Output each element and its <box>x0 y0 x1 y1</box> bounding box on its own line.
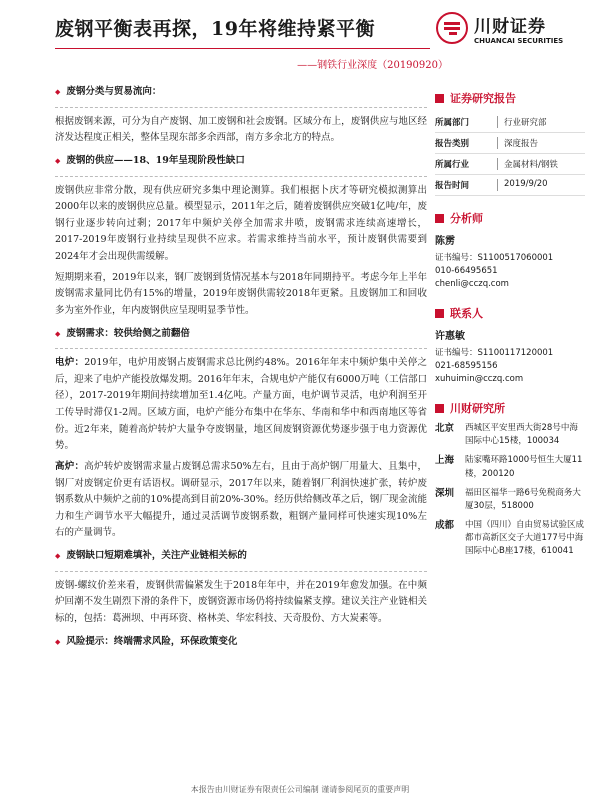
diamond-bullet-icon: ◆ <box>55 156 61 166</box>
main-content <box>55 78 427 653</box>
paragraph: 废钢供应非常分散，现有供应研究多集中理论测算。我们根据卜庆才等研究模拟测算出2000年以来的废钢供应总量。模型显示，2011年之后，随着废钢供应突破1亿吨/年，废钢行业逐步转向过剩；2017年中频炉关停全加需求井喷，废钢需求连续高速增长，2017-2019年废钢行业持续呈现供不应求。若需求维持当前水平，预计废钢供需要到2024年才会出现供需缓解。 <box>55 184 427 262</box>
section-title: ◆ 废钢需求：较供给侧之前翻倍 <box>55 327 190 339</box>
logo-mark-icon <box>436 12 468 44</box>
analyst-cert: 证书编号：S1100517060001 <box>435 252 554 263</box>
contact-email[interactable]: xuhuimin@cczq.com <box>435 373 524 384</box>
diamond-bullet-icon: ◆ <box>55 87 61 97</box>
analyst-email[interactable]: chenli@cczq.com <box>435 278 509 289</box>
contact-cert: 证书编号：S1100117120001 <box>435 347 554 358</box>
analyst-heading: 分析师 <box>435 210 585 226</box>
meta-row: 报告时间 2019/9/20 <box>435 175 585 196</box>
diamond-bullet-icon: ◆ <box>55 551 61 561</box>
paragraph: 废钢-螺纹价差来看，废钢供需偏紧发生于2018年年中，并在2019年愈发加强。在中频炉回潮不发生剧烈下滑的条件下，废钢资源市场仍将持续偏紧支撑。建议关注产业链相关标的，包括：葛洲坝、中再环资、格林美、华宏科技、天奇股份、方大炭素等。 <box>55 579 427 624</box>
square-bullet-icon <box>435 309 444 318</box>
diamond-bullet-icon: ◆ <box>55 328 61 338</box>
meta-row: 报告类别 深度报告 <box>435 133 585 154</box>
address-shanghai: 上海 陆家嘴环路1000号恒生大厦11楼，200120 <box>435 455 583 479</box>
header-rule <box>55 48 430 49</box>
sidebar <box>435 90 585 559</box>
contact-heading: 联系人 <box>435 305 585 321</box>
section-title: ◆ 废钢缺口短期难填补，关注产业链相关标的 <box>55 550 247 561</box>
analyst-phone: 010-66495651 <box>435 265 498 276</box>
address-chengdu: 成都 中国（四川）自由贸易试验区成都市高新区交子大道177号中海国际中心B座17楼，610041 <box>435 520 585 557</box>
logo-name-cn: 川财证券 <box>474 16 546 37</box>
section-title: ◆ 废钢的供应——18、19年呈现阶段性缺口 <box>55 154 245 166</box>
section-3 <box>55 326 427 543</box>
paragraph: 电炉：2019年，电炉用废钢占废钢需求总比例约48%。2016年年末中频炉集中关停之后，迎来了电炉产能投放爆发期。2016年年末，合规电炉产能仅有6000万吨（工信部口径），2017-2019年期间持续增加至1.4亿吨。产量方面，电炉调节灵活，电炉利润至开工传导时滞仅1-2周。区域方面，电炉产能分布集中在华东、华南和华中和西南地区等省份。近2年来，随着高炉转炉大量争夺废钢量，地区间废钢资源优势逐步强于电力资源优势。 <box>55 357 427 452</box>
report-heading: 证券研究报告 <box>435 90 585 106</box>
diamond-bullet-icon: ◆ <box>55 636 61 646</box>
section-5 <box>55 634 427 651</box>
paragraph: 高炉：高炉转炉废钢需求量占废钢总需求50%左右，且由于高炉钢厂用量大、且集中，钢厂对废钢定价更有话语权。调研显示，2017年以来，随着钢厂利润快速扩张，转炉废钢系数从中频炉之前的10%提高到目前20%-30%。经历供给侧改革之后，钢厂现金流能力和生产调节水平大幅提升，通过灵活调节废钢系数，粗钢产量同样可快速实现10%左右的产量调节。 <box>55 460 427 539</box>
page-subtitle: ——钢铁行业深度（20190920） <box>297 60 448 71</box>
square-bullet-icon <box>435 404 444 413</box>
section-title: ◆ 风险提示：终端需求风险，环保政策变化 <box>55 635 238 647</box>
meta-row: 所属行业 金属材料/钢铁 <box>435 154 585 175</box>
address-shenzhen: 深圳 福田区福华一路6号免税商务大厦30层，518000 <box>435 487 581 511</box>
logo-name-en: CHUANCAI SECURITIES <box>474 36 564 45</box>
section-2 <box>55 153 427 320</box>
analyst-name: 陈雳 <box>435 236 455 247</box>
square-bullet-icon <box>435 214 444 223</box>
contact-phone: 021-68595156 <box>435 360 498 371</box>
section-4 <box>55 548 427 628</box>
section-1 <box>55 84 427 147</box>
company-logo <box>436 10 586 46</box>
address-beijing: 北京 西城区平安里西大街28号中海国际中心15楼，100034 <box>435 423 578 447</box>
contact-name: 许惠敏 <box>435 331 465 343</box>
page-title: 废钢平衡表再探，19年将维持紧平衡 <box>55 18 375 40</box>
paragraph: 短期期来看，2019年以来，钢厂废钢到货情况基本与2018年同期持平。考虑今年上半年废钢需求量同比仍有15%的增量，2019年废钢供需较2018年更紧。且废钢加工和回收多为室外作业，年内废钢供应呈现明显季节性。 <box>55 271 427 316</box>
paragraph: 根据废钢来源，可分为自产废钢、加工废钢和社会废钢。区域分布上，废钢供应与地区经济发达程度正相关，整体呈现东部多余西部，南方多余北方的特点。 <box>55 115 427 144</box>
page-footer: 本报告由川财证券有限责任公司编制 谨请参阅尾页的重要声明 <box>190 785 410 794</box>
square-bullet-icon <box>435 94 444 103</box>
section-title: ◆ 废钢分类与贸易流向： <box>55 86 162 97</box>
meta-row: 所属部门 行业研究部 <box>435 112 585 133</box>
institute-heading: 川财研究所 <box>435 400 585 416</box>
contact-card <box>435 329 585 386</box>
analyst-card <box>435 234 585 291</box>
